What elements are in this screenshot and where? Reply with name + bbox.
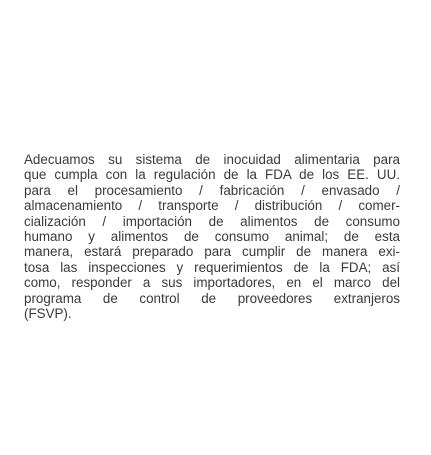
paragraph-line: como, responder a sus importadores, en el marco del (24, 275, 400, 291)
paragraph-line: almacenamiento / transporte / distribución / comer- (24, 198, 400, 214)
paragraph-line: tosa las inspecciones y requerimientos de la FDA; así (24, 259, 400, 275)
paragraph-line: humano y alimentos de consumo animal; de esta (24, 229, 400, 245)
paragraph-line: para el procesamiento / fabricación / envasado / (24, 182, 400, 198)
paragraph-line: Adecuamos su sistema de inocuidad alimentaria para (24, 152, 400, 167)
paragraph-line: programa de control de proveedores extranjeros (24, 290, 400, 306)
paragraph-line: cialización / importación de alimentos de consumo (24, 213, 400, 229)
paragraph-line: que cumpla con la regulación de la FDA de los EE. UU. (24, 167, 400, 183)
paragraph-line: (FSVP). (24, 306, 72, 322)
body-paragraph (24, 152, 400, 321)
paragraph-line: manera, estará preparado para cumplir de manera exi- (24, 244, 400, 260)
